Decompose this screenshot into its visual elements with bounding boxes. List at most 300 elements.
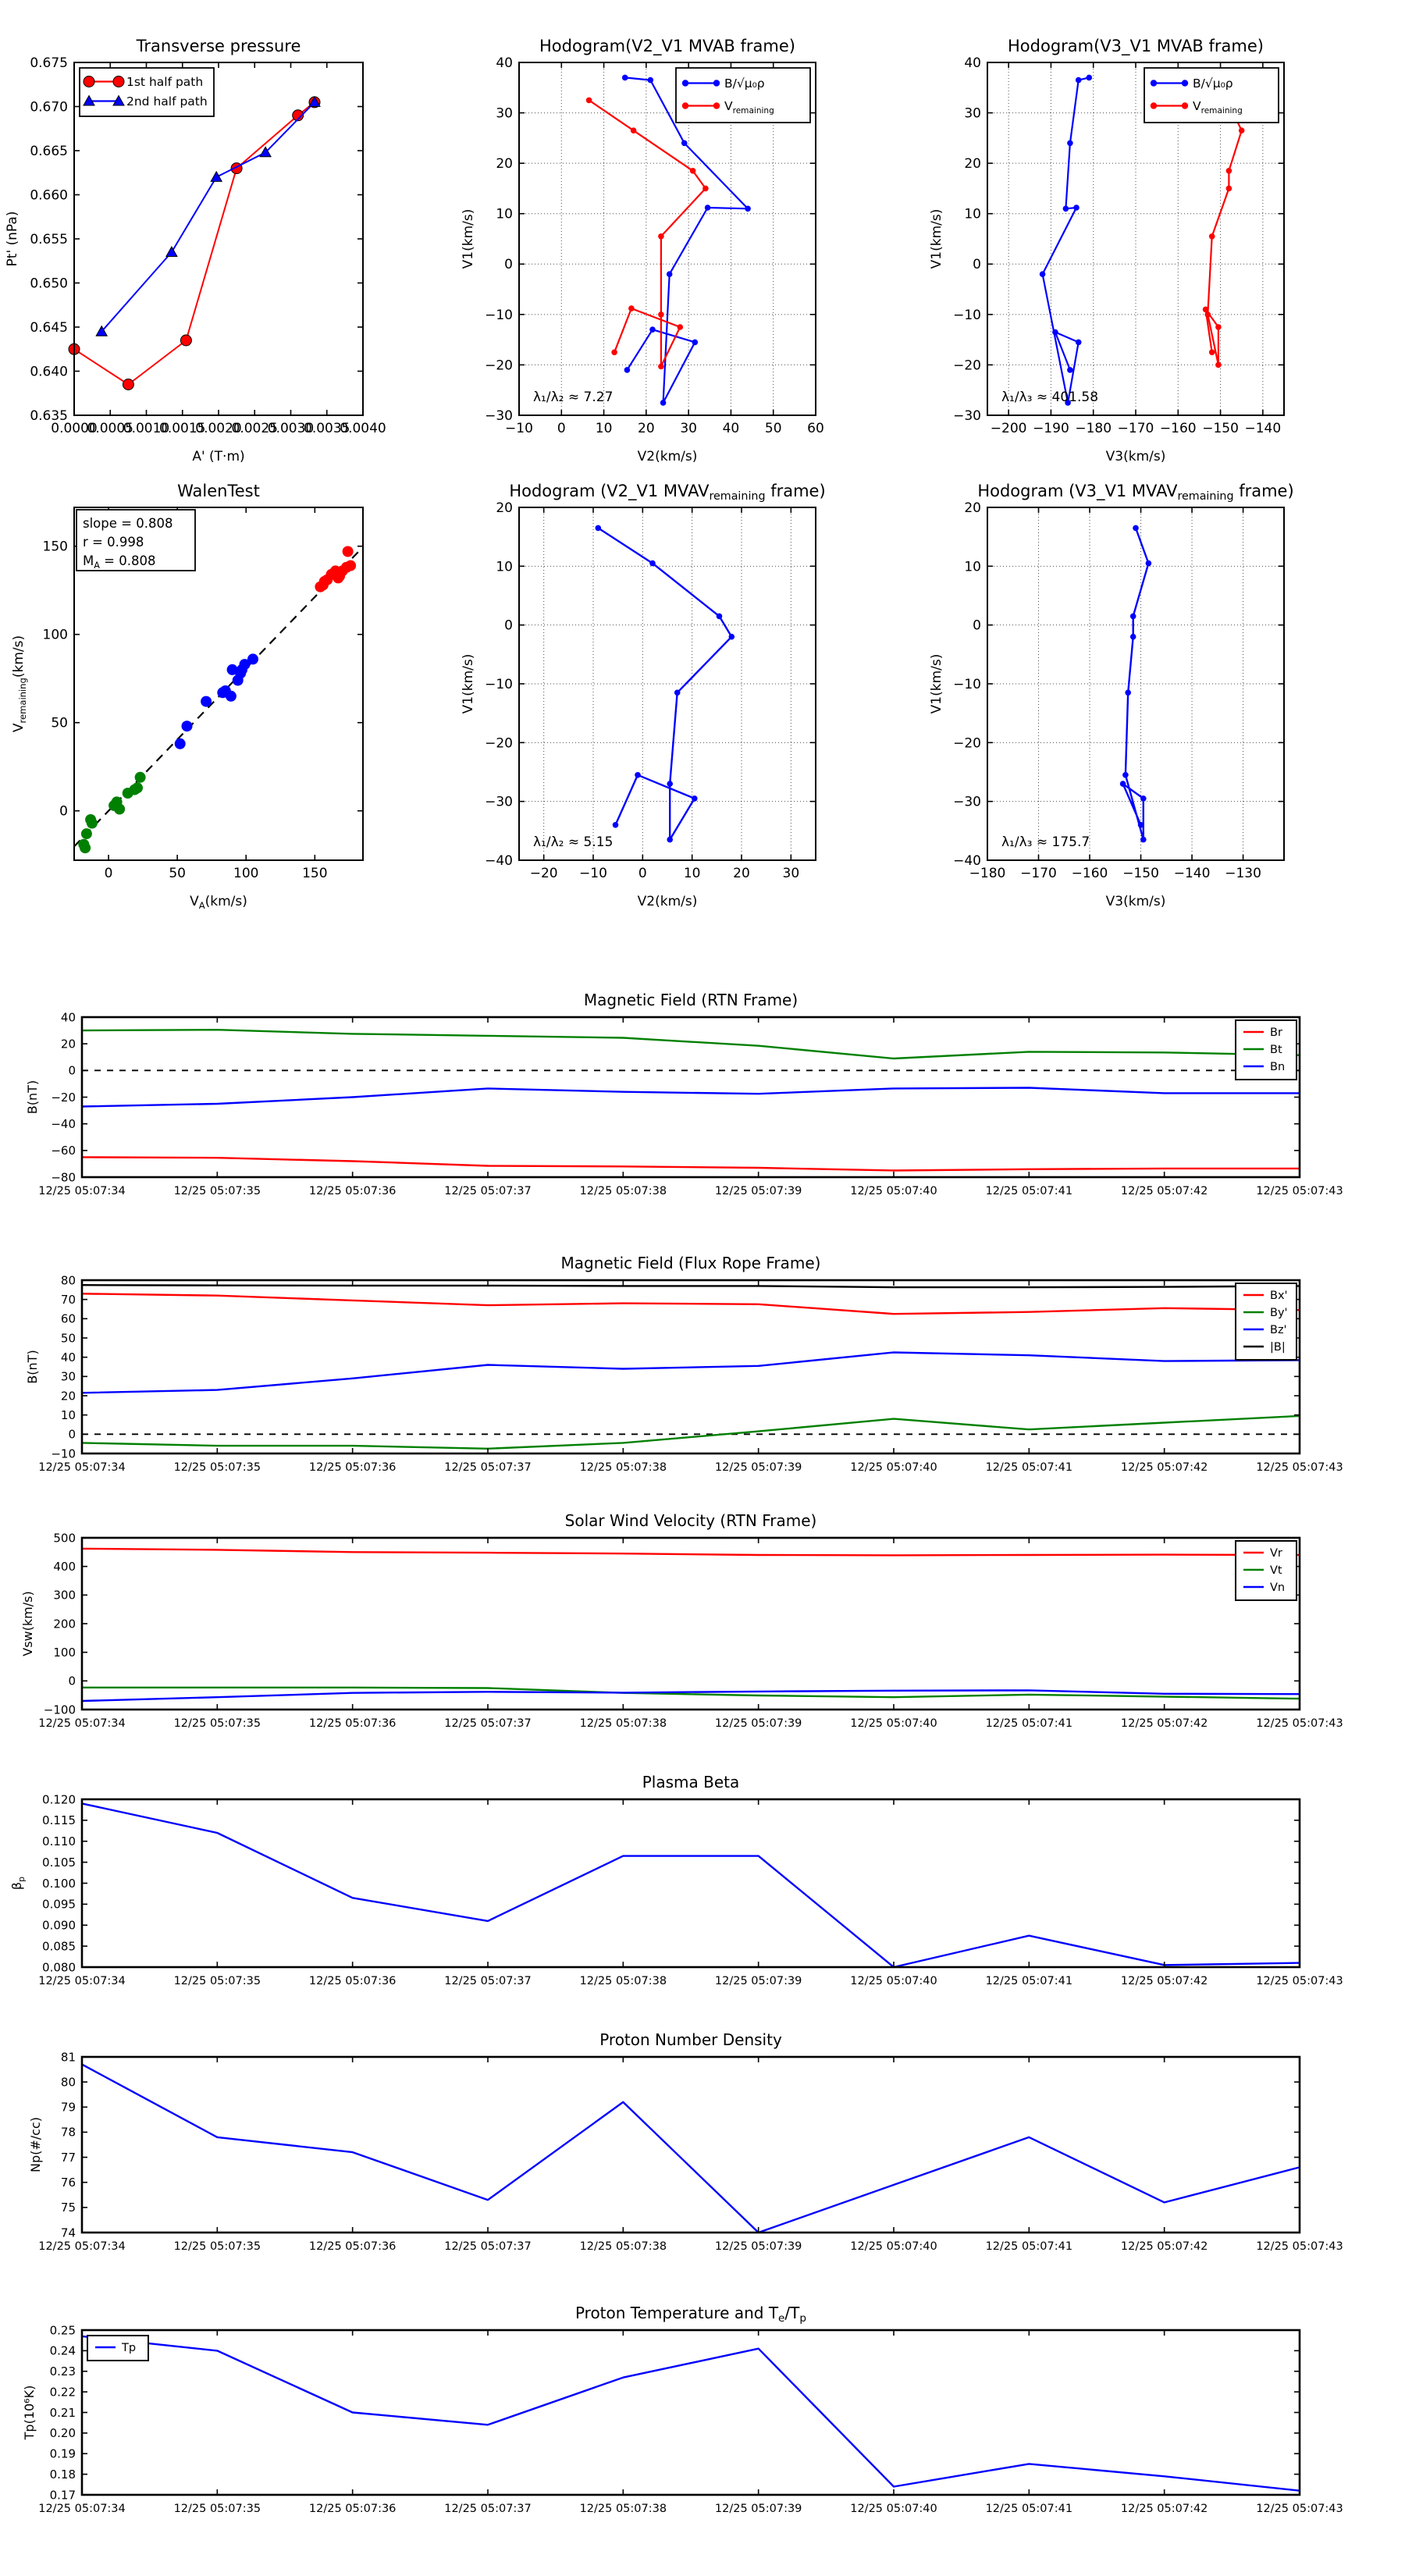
y-axis-label: B(nT) [25, 1350, 40, 1384]
y-tick-label: 30 [60, 1369, 76, 1384]
x-tick-label: 12/25 05:07:39 [714, 1461, 802, 1474]
x-tick-label: 12/25 05:07:42 [1120, 1717, 1208, 1730]
data-marker [1073, 205, 1080, 211]
data-marker [717, 614, 723, 620]
data-marker [1203, 307, 1209, 313]
data-marker [624, 367, 631, 373]
data-marker [635, 772, 641, 778]
y-tick-label: 0.665 [30, 143, 68, 159]
y-tick-label: 80 [60, 1273, 76, 1288]
y-tick-label: 0.21 [49, 2405, 76, 2420]
x-tick-label: 0.0015 [159, 421, 206, 436]
series-1st half path [74, 102, 315, 385]
y-tick-label: 50 [60, 1331, 76, 1346]
data-marker [175, 738, 186, 749]
y-tick-label: −60 [51, 1144, 76, 1158]
series-Br [82, 1157, 1300, 1170]
data-marker [667, 837, 673, 843]
x-tick-label: 60 [807, 421, 824, 436]
y-tick-label: 10 [964, 206, 981, 222]
series-Bn [82, 1088, 1300, 1107]
data-marker [180, 335, 191, 346]
y-tick-label: 500 [53, 1531, 76, 1546]
x-tick-label: −170 [1020, 866, 1057, 881]
y-tick-label: −10 [485, 676, 513, 692]
data-marker [729, 634, 735, 640]
x-tick-label: 12/25 05:07:39 [714, 2503, 802, 2515]
data-marker [649, 326, 656, 333]
x-axis-label: A' (T·m) [192, 449, 245, 464]
y-tick-label: 0.19 [49, 2446, 76, 2461]
y-tick-label: 10 [964, 559, 981, 575]
x-tick-label: 12/25 05:07:37 [444, 2240, 532, 2253]
series-Bx' [82, 1293, 1300, 1314]
data-marker [622, 75, 628, 81]
y-tick-label: −10 [51, 1446, 76, 1461]
x-tick-label: 0.0020 [195, 421, 242, 436]
legend-label: Bn [1270, 1061, 1286, 1074]
data-marker [345, 560, 356, 571]
data-marker [667, 271, 673, 277]
data-marker [1146, 560, 1152, 567]
plot-hodogram_v2v1_mvav [461, 482, 826, 909]
data-marker [1209, 350, 1215, 356]
x-tick-label: −180 [1075, 421, 1112, 436]
y-tick-label: −40 [51, 1116, 76, 1131]
y-tick-label: 0 [973, 617, 981, 634]
data-marker [702, 186, 709, 192]
data-marker [87, 818, 98, 829]
x-tick-label: 0.0000 [51, 421, 98, 436]
data-marker [1182, 80, 1188, 86]
y-tick-label: 0.090 [42, 1918, 76, 1933]
y-tick-label: −20 [485, 735, 513, 752]
y-tick-label: 20 [964, 500, 981, 516]
axes-border [82, 2330, 1300, 2495]
data-marker [247, 653, 258, 664]
x-tick-label: −190 [1033, 421, 1069, 436]
y-tick-label: 0.670 [30, 99, 68, 116]
lambda-ratio-annotation: λ₁/λ₂ ≈ 5.15 [533, 834, 614, 850]
data-marker [113, 76, 124, 87]
plot-mag_fr [25, 1254, 1343, 1474]
plot-walen [11, 482, 363, 911]
x-tick-label: 12/25 05:07:41 [985, 1717, 1073, 1730]
plot-vsw [20, 1511, 1343, 1730]
y-axis-label: V1(km/s) [461, 208, 476, 269]
x-tick-label: 40 [722, 421, 740, 436]
fit-stats-box [76, 510, 195, 571]
data-marker [1076, 340, 1082, 346]
axes-border [82, 1538, 1300, 1710]
plot-beta [9, 1773, 1343, 1987]
series-V remaining [589, 100, 706, 366]
legend [1236, 1020, 1297, 1080]
y-tick-label: −30 [485, 794, 513, 810]
x-tick-label: −160 [1071, 866, 1108, 881]
x-tick-label: 12/25 05:07:37 [444, 1185, 532, 1197]
lambda-ratio-annotation: λ₁/λ₃ ≈ 401.58 [1001, 390, 1099, 405]
series-B/sqrt(mu0 rho) [625, 77, 748, 403]
x-tick-label: 12/25 05:07:42 [1120, 2503, 1208, 2515]
x-tick-label: −140 [1173, 866, 1211, 881]
fit-stat-line: r = 0.998 [83, 535, 144, 550]
plot-title: Hodogram(V3_V1 MVAB frame) [1008, 37, 1264, 55]
y-tick-label: 79 [60, 2100, 76, 2115]
x-tick-label: 12/25 05:07:38 [579, 1975, 667, 1987]
x-tick-label: 12/25 05:07:36 [308, 2503, 397, 2515]
plot-mag_rtn [25, 991, 1343, 1197]
x-tick-label: 12/25 05:07:38 [579, 2240, 667, 2253]
y-tick-label: 0.25 [49, 2323, 76, 2338]
x-tick-label: 50 [169, 866, 186, 881]
plot-title: Transverse pressure [136, 37, 301, 55]
y-tick-label: 0.095 [42, 1897, 76, 1912]
data-marker [678, 324, 684, 330]
y-tick-label: 400 [53, 1559, 76, 1574]
x-tick-label: −140 [1244, 421, 1282, 436]
x-tick-label: −150 [1202, 421, 1239, 436]
x-tick-label: 0.0005 [87, 421, 133, 436]
y-tick-label: 77 [60, 2150, 76, 2165]
y-axis-label: Tp(10⁶K) [22, 2385, 37, 2440]
x-tick-label: 12/25 05:07:35 [173, 2503, 261, 2515]
data-marker [681, 141, 688, 147]
x-tick-label: 12/25 05:07:38 [579, 1185, 667, 1197]
legend-label: Vt [1270, 1564, 1282, 1578]
y-tick-label: −10 [485, 307, 513, 323]
plot-title: Solar Wind Velocity (RTN Frame) [564, 1511, 817, 1530]
axes-border [82, 1799, 1300, 1967]
x-tick-label: 12/25 05:07:37 [444, 1461, 532, 1474]
x-tick-label: 12/25 05:07:42 [1120, 1185, 1208, 1197]
y-tick-label: 60 [60, 1311, 76, 1326]
y-tick-label: 40 [60, 1010, 76, 1025]
y-tick-label: −100 [43, 1703, 76, 1717]
x-tick-label: 12/25 05:07:34 [38, 2503, 126, 2515]
plot-title: Proton Number Density [599, 2030, 782, 2049]
y-axis-label: V1(km/s) [929, 653, 944, 714]
x-tick-label: 12/25 05:07:42 [1120, 1975, 1208, 1987]
legend-label: Vn [1270, 1582, 1286, 1595]
data-marker [682, 102, 688, 109]
x-tick-label: 12/25 05:07:43 [1256, 2503, 1343, 2515]
y-tick-label: 10 [496, 206, 513, 222]
plot-title: Hodogram (V3_V1 MVAVremaining frame) [977, 482, 1294, 503]
data-marker [674, 690, 681, 696]
y-tick-label: 40 [60, 1350, 76, 1364]
data-marker [1063, 206, 1069, 212]
x-tick-label: 12/25 05:07:37 [444, 1975, 532, 1987]
data-marker [1120, 781, 1126, 787]
x-tick-label: 12/25 05:07:40 [850, 1461, 937, 1474]
data-marker [1140, 795, 1147, 802]
x-tick-label: 10 [683, 866, 701, 881]
y-tick-label: 0.100 [42, 1876, 76, 1891]
data-marker [1215, 324, 1222, 330]
y-tick-label: 0.085 [42, 1939, 76, 1954]
data-marker [1130, 614, 1136, 620]
data-marker [649, 560, 656, 567]
data-marker [211, 172, 222, 182]
data-marker [596, 525, 602, 532]
y-tick-label: 0 [504, 617, 513, 634]
plot-hodogram_v2v1_mvab [461, 37, 824, 464]
legend-label: By' [1270, 1307, 1288, 1320]
y-tick-label: 0.22 [49, 2385, 76, 2400]
series-|B| [82, 1285, 1300, 1287]
series-V hodogram [598, 528, 731, 839]
y-tick-label: 0.635 [30, 407, 68, 424]
y-axis-label: V1(km/s) [929, 208, 944, 269]
data-marker [1052, 329, 1058, 336]
data-marker [682, 80, 688, 86]
x-tick-label: 12/25 05:07:36 [308, 1975, 397, 1987]
data-marker [1205, 311, 1211, 318]
data-marker [648, 77, 654, 84]
y-tick-label: 0.105 [42, 1855, 76, 1870]
y-tick-label: 200 [53, 1617, 76, 1631]
plot-hodogram_v3v1_mvab [929, 37, 1284, 464]
data-marker [613, 822, 619, 828]
data-marker [692, 340, 699, 346]
x-axis-label: V2(km/s) [637, 449, 698, 464]
x-tick-label: −20 [529, 866, 558, 881]
x-tick-label: 10 [595, 421, 613, 436]
y-tick-label: 100 [53, 1645, 76, 1660]
x-tick-label: 0 [638, 866, 647, 881]
series-B/sqrt(mu0 rho) [1043, 77, 1090, 403]
data-marker [1067, 141, 1073, 147]
series-Vr [82, 1549, 1300, 1556]
y-tick-label: 50 [51, 715, 68, 731]
x-tick-label: 12/25 05:07:39 [714, 1975, 802, 1987]
data-marker [745, 206, 751, 212]
data-marker [586, 98, 592, 104]
x-tick-label: 12/25 05:07:43 [1256, 1185, 1343, 1197]
data-marker [1209, 233, 1215, 240]
plot-title: WalenTest [177, 482, 260, 500]
x-axis-label: V3(km/s) [1105, 449, 1166, 464]
y-tick-label: 0.655 [30, 231, 68, 247]
y-tick-label: −20 [485, 358, 513, 374]
legend-label: Bz' [1270, 1324, 1287, 1337]
x-tick-label: 12/25 05:07:34 [38, 1185, 126, 1197]
data-marker [713, 80, 720, 86]
x-tick-label: 12/25 05:07:41 [985, 1461, 1073, 1474]
data-marker [1226, 168, 1232, 174]
x-tick-label: 12/25 05:07:36 [308, 1461, 397, 1474]
x-tick-label: 12/25 05:07:35 [173, 1461, 261, 1474]
x-tick-label: 12/25 05:07:38 [579, 2503, 667, 2515]
y-tick-label: −20 [953, 358, 981, 374]
plot-title: Proton Temperature and $T_e/T_p$ [574, 2304, 807, 2325]
y-tick-label: 0.110 [42, 1834, 76, 1848]
legend-label: B/√μ₀ρ [724, 76, 765, 91]
data-marker [84, 76, 94, 87]
data-marker [713, 102, 720, 109]
x-tick-label: −10 [505, 421, 533, 436]
data-marker [81, 828, 92, 839]
plot-transverse_pressure [5, 37, 386, 464]
y-tick-label: 20 [60, 1389, 76, 1404]
x-tick-label: 12/25 05:07:41 [985, 2503, 1073, 2515]
data-marker [660, 400, 667, 406]
x-tick-label: 20 [733, 866, 750, 881]
x-tick-label: −160 [1159, 421, 1197, 436]
x-tick-label: 12/25 05:07:40 [850, 2240, 937, 2253]
y-axis-label: V1(km/s) [461, 653, 476, 714]
y-tick-label: 0.115 [42, 1813, 76, 1828]
plot-title: Magnetic Field (RTN Frame) [583, 991, 799, 1009]
x-tick-label: 12/25 05:07:35 [173, 2240, 261, 2253]
x-tick-label: 30 [782, 866, 800, 881]
x-tick-label: 12/25 05:07:34 [38, 1461, 126, 1474]
data-marker [1151, 102, 1157, 109]
x-tick-label: −170 [1117, 421, 1154, 436]
y-axis-label: Pt' (nPa) [5, 211, 20, 267]
y-tick-label: 0.660 [30, 187, 68, 204]
data-marker [1130, 634, 1136, 640]
data-marker [628, 305, 635, 311]
x-tick-label: 12/25 05:07:35 [173, 1185, 261, 1197]
y-tick-label: 0 [68, 1063, 76, 1078]
legend-label: $V_{remaining}$ [1193, 99, 1243, 116]
data-marker [705, 205, 711, 211]
data-marker [1215, 362, 1222, 368]
x-axis-label: $V_A(km/s)$ [190, 894, 247, 911]
legend-label: |B| [1270, 1341, 1286, 1354]
y-tick-label: −30 [485, 407, 513, 424]
x-tick-label: 12/25 05:07:34 [38, 1717, 126, 1730]
y-tick-label: 300 [53, 1588, 76, 1603]
y-tick-label: −20 [51, 1090, 76, 1105]
x-tick-label: 12/25 05:07:40 [850, 1975, 937, 1987]
y-tick-label: −40 [485, 852, 513, 869]
data-marker [1138, 822, 1144, 828]
data-marker [658, 233, 664, 240]
data-marker [658, 311, 664, 318]
data-marker [611, 350, 617, 356]
x-tick-label: 12/25 05:07:41 [985, 1975, 1073, 1987]
x-tick-label: 12/25 05:07:36 [308, 2240, 397, 2253]
y-tick-label: 0 [68, 1427, 76, 1442]
y-tick-label: −20 [953, 735, 981, 752]
y-tick-label: 20 [60, 1037, 76, 1051]
x-tick-label: 12/25 05:07:41 [985, 2240, 1073, 2253]
legend-label: Br [1270, 1026, 1282, 1040]
x-tick-label: 12/25 05:07:39 [714, 1717, 802, 1730]
plot-tp [22, 2304, 1343, 2515]
data-marker [123, 379, 133, 390]
y-axis-label: B(nT) [25, 1080, 40, 1115]
y-tick-label: 10 [496, 559, 513, 575]
x-tick-label: 0.0035 [304, 421, 350, 436]
lambda-ratio-annotation: λ₁/λ₃ ≈ 175.7 [1001, 834, 1090, 850]
y-tick-label: 30 [964, 105, 981, 122]
y-tick-label: 76 [60, 2175, 76, 2190]
legend-label: Vr [1270, 1547, 1282, 1560]
data-marker [690, 168, 696, 174]
x-tick-label: 12/25 05:07:37 [444, 1717, 532, 1730]
legend [1236, 1283, 1297, 1360]
x-tick-label: 12/25 05:07:36 [308, 1185, 397, 1197]
data-marker [1067, 367, 1073, 373]
y-tick-label: 0 [68, 1674, 76, 1688]
x-tick-label: 12/25 05:07:41 [985, 1185, 1073, 1197]
y-tick-label: 80 [60, 2075, 76, 2090]
fit-stat-line: $M_A = 0.808$ [83, 553, 156, 571]
y-tick-label: −10 [953, 307, 981, 323]
x-tick-label: 0.0030 [267, 421, 315, 436]
plot-np [28, 2030, 1343, 2253]
x-axis-label: V3(km/s) [1105, 894, 1166, 909]
x-tick-label: 100 [233, 866, 259, 881]
y-axis-label: Np(#/cc) [28, 2117, 43, 2172]
plot-title: Hodogram (V2_V1 MVAVremaining frame) [509, 482, 826, 503]
y-tick-label: 0.20 [49, 2426, 76, 2441]
x-tick-label: 12/25 05:07:42 [1120, 1461, 1208, 1474]
plot-title: Plasma Beta [642, 1773, 740, 1791]
legend-label: $V_{remaining}$ [724, 99, 774, 116]
data-marker [1151, 80, 1157, 86]
y-tick-label: 0.675 [30, 55, 68, 71]
x-tick-label: 50 [764, 421, 782, 436]
x-tick-label: 12/25 05:07:40 [850, 1185, 937, 1197]
legend-label: B/√μ₀ρ [1193, 76, 1233, 91]
y-tick-label: 0.17 [49, 2488, 76, 2503]
series-By' [82, 1416, 1300, 1449]
y-tick-label: 81 [60, 2050, 76, 2065]
x-tick-label: 0.0010 [123, 421, 170, 436]
y-tick-label: 0.23 [49, 2364, 76, 2379]
y-tick-label: 74 [60, 2226, 76, 2240]
data-marker [343, 546, 354, 557]
data-marker [631, 127, 637, 133]
y-tick-label: −30 [953, 407, 981, 424]
data-marker [692, 795, 698, 802]
data-marker [166, 247, 177, 257]
data-marker [1140, 837, 1147, 843]
y-tick-label: 150 [42, 539, 68, 555]
x-tick-label: 12/25 05:07:35 [173, 1975, 261, 1987]
y-tick-label: 40 [964, 55, 981, 71]
lambda-ratio-annotation: λ₁/λ₂ ≈ 7.27 [533, 390, 614, 405]
y-tick-label: −30 [953, 794, 981, 810]
x-tick-label: 0 [104, 866, 113, 881]
y-tick-label: −40 [953, 852, 981, 869]
legend-label: 2nd half path [126, 94, 208, 109]
data-marker [1087, 75, 1093, 81]
data-marker [658, 364, 664, 370]
data-marker [135, 772, 146, 783]
data-marker [226, 691, 237, 702]
series-Bt [82, 1030, 1300, 1059]
data-marker [1040, 271, 1046, 277]
data-marker [132, 782, 143, 793]
y-tick-label: 20 [964, 156, 981, 173]
x-tick-label: −130 [1225, 866, 1261, 881]
y-tick-label: 70 [60, 1292, 76, 1307]
legend-label: Bx' [1270, 1290, 1288, 1303]
data-marker [1122, 772, 1129, 778]
legend-label: Tp [122, 2342, 137, 2355]
x-tick-label: 12/25 05:07:40 [850, 2503, 937, 2515]
y-tick-label: 0.120 [42, 1792, 76, 1807]
series-Bz' [82, 1353, 1300, 1393]
data-marker [1226, 186, 1232, 192]
data-marker [201, 696, 212, 707]
